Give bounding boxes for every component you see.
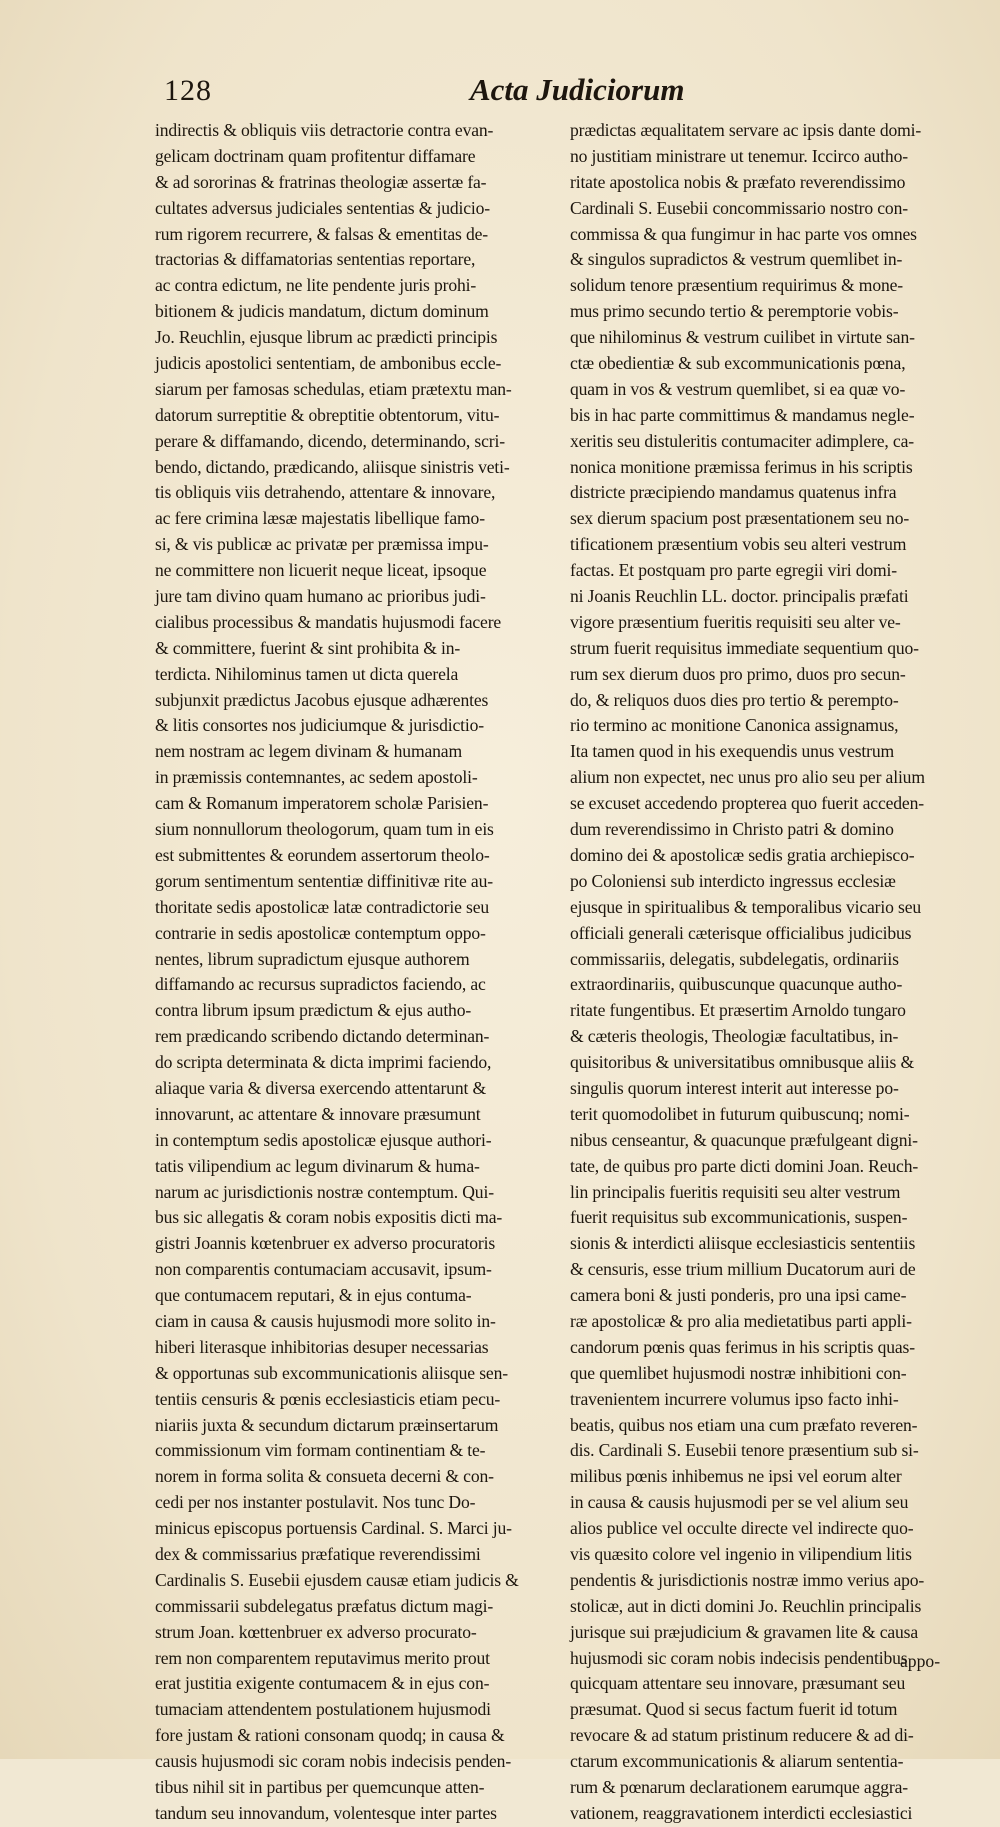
text-line: quisitoribus & universitatibus omnibusque aliis & xyxy=(570,1052,915,1073)
text-line: ac fere crimina læsæ majestatis libellique famo- xyxy=(155,508,485,529)
text-line: commissionum vim formam continentiam & te- xyxy=(155,1440,486,1461)
text-line: ejusque in spiritualibus & temporalibus vicario seu xyxy=(570,896,922,917)
text-line: rem prædicando scribendo dictando determinan- xyxy=(155,1026,490,1047)
right-text-column xyxy=(570,118,958,1827)
text-line: & censuris, esse trium millium Ducatorum auri de xyxy=(570,1259,916,1280)
text-line: Cardinali S. Eusebii concommissario nostro con- xyxy=(570,197,908,218)
text-line: ctarum excommunicationis & aliarum sententia- xyxy=(570,1751,904,1772)
text-line: ræ apostolicæ & pro alia medietatibus parti appli- xyxy=(570,1310,912,1331)
text-line: niariis juxta & secundum dictarum præinsertarum xyxy=(155,1414,499,1435)
text-line: cultates adversus judiciales sententias & judicio- xyxy=(155,197,490,218)
text-line: po Coloniensi sub interdicto ingressus ecclesiæ xyxy=(570,870,896,891)
text-line: cam & Romanum imperatorem scholæ Parisien- xyxy=(155,793,489,814)
text-line: ciam in causa & causis hujusmodi more solito in- xyxy=(155,1310,496,1331)
text-line: gistri Joannis kœtenbruer ex adverso procuratoris xyxy=(155,1233,496,1254)
text-line: aliaque varia & diversa exercendo attentarunt & xyxy=(155,1077,486,1098)
text-line: quam in vos & vestrum quemlibet, si ea quæ vo- xyxy=(570,378,906,399)
text-line: nonica monitione præmissa ferimus in his scriptis xyxy=(570,456,913,477)
text-line: Ita tamen quod in his exequendis unus vestrum xyxy=(570,741,895,762)
text-line: bendo, dictando, prædicando, aliisque sinistris veti- xyxy=(155,456,510,477)
text-line: innovarunt, ac attentare & innovare præsumunt xyxy=(155,1103,481,1124)
text-line: rem non comparentem reputavimus merito prout xyxy=(155,1647,490,1668)
text-line: ritate apostolica nobis & præfato reverendissimo xyxy=(570,171,906,192)
text-line: perare & diffamando, dicendo, determinando, scri- xyxy=(155,430,505,451)
text-line: rum & pœnarum declarationem earumque aggra- xyxy=(570,1777,908,1797)
text-line: nibus censeantur, & quacunque præfulgeant digni- xyxy=(570,1129,918,1150)
text-line: commissa & qua fungimur in hac parte vos omnes xyxy=(570,223,917,244)
text-line: bus sic allegatis & coram nobis expositis dicti ma- xyxy=(155,1207,503,1228)
text-line: que contumacem reputari, & in ejus contuma- xyxy=(155,1285,472,1306)
text-line: gorum sentimentum sententiæ diffinitivæ rite au- xyxy=(155,870,493,891)
text-line: tractorias & diffamatorias sententias reportare, xyxy=(155,249,476,270)
text-line: solidum tenore præsentium requirimus & mone- xyxy=(570,275,904,296)
text-line: & cæteris theologis, Theologiæ facultatibus, in- xyxy=(570,1026,899,1047)
text-line: cedi per nos instanter postulavit. Nos tunc Do- xyxy=(155,1492,476,1513)
text-line: xeritis seu distuleritis contumaciter adimplere, ca- xyxy=(570,430,914,451)
text-line: & opportunas sub excommunicationis aliisque sen- xyxy=(155,1362,508,1383)
text-line: in contemptum sedis apostolicæ ejusque authori- xyxy=(155,1129,492,1150)
text-line: contrarie in sedis apostolicæ contemptum oppo- xyxy=(155,922,486,943)
text-line: tis obliquis viis detrahendo, attentare & innovare, xyxy=(155,482,496,503)
page-number: 128 xyxy=(164,74,212,107)
text-line: que nihilominus & vestrum cuilibet in virtute san- xyxy=(570,327,915,348)
text-line: jurisque sui præjudicium & gravamen lite & causa xyxy=(570,1621,919,1642)
text-line: siarum per famosas schedulas, etiam prætextu man- xyxy=(155,378,512,399)
text-line: districte præcipiendo mandamus quatenus infra xyxy=(570,482,897,503)
text-line: strum fuerit requisitus immediate sequentium quo- xyxy=(570,637,919,658)
text-line: fuerit requisitus sub excommunicationis, suspen- xyxy=(570,1207,908,1228)
text-line: terit quomodolibet in futurum quibuscunq; nomi- xyxy=(570,1103,910,1124)
text-line: datorum surreptitie & obreptitie obtentorum, vitu- xyxy=(155,404,500,425)
text-line: hujusmodi sic coram nobis indecisis pendentibus xyxy=(570,1647,908,1668)
text-line: bitionem & judicis mandatum, dictum dominum xyxy=(155,301,489,322)
text-line: sionis & interdicti aliisque ecclesiasticis sententiis xyxy=(570,1233,916,1254)
text-line: rum sex dierum duos pro primo, duos pro secun- xyxy=(570,663,906,684)
text-line: pendentis & jurisdictionis nostræ immo verius apo- xyxy=(570,1569,925,1590)
text-line: singulis quorum interest interit aut interesse po- xyxy=(570,1077,899,1098)
text-line: vationem, reaggravationem interdicti ecclesiastici xyxy=(570,1802,913,1823)
text-line: tificationem præsentium vobis seu alteri vestrum xyxy=(570,534,907,555)
text-line: thoritate sedis apostolicæ latæ contradictorie seu xyxy=(155,896,490,917)
text-line: se excuset accedendo propterea quo fuerit acceden- xyxy=(570,793,924,814)
text-line: causis hujusmodi sic coram nobis indecisis penden- xyxy=(155,1751,512,1772)
text-line: quicquam attentare seu innovare, præsumant seu xyxy=(570,1673,906,1694)
text-line: vigore præsentium fueritis requisiti seu alter ve- xyxy=(570,611,901,632)
text-line: ritate fungentibus. Et præsertim Arnoldo tungaro xyxy=(570,1000,906,1021)
text-line: do scripta determinata & dicta imprimi faciendo, xyxy=(155,1052,492,1073)
text-line: in præmissis contemnantes, ac sedem apostoli- xyxy=(155,767,478,788)
text-line: rum rigorem recurrere, & falsas & ementitas de- xyxy=(155,223,488,244)
text-line: indirectis & obliquis viis detractorie contra evan- xyxy=(155,120,494,140)
text-line: fore justam & rationi consonam quodq; in causa & xyxy=(155,1725,505,1746)
text-line: Jo. Reuchlin, ejusque librum ac prædicti principis xyxy=(155,327,498,348)
catchword: appo- xyxy=(900,1651,941,1671)
text-line: ctæ obedientiæ & sub excommunicationis pœna, xyxy=(570,353,906,374)
text-line: narum ac jurisdictionis nostræ contemptum. Qui- xyxy=(155,1181,494,1202)
text-line: do, & reliquos duos dies pro tertio & perempto- xyxy=(570,689,899,710)
text-line: candorum pœnis quas ferimus in his scriptis quas- xyxy=(570,1336,915,1357)
text-line: nem nostram ac legem divinam & humanam xyxy=(155,741,462,762)
text-line: alium non expectet, nec unus pro alio seu per alium xyxy=(570,767,925,788)
text-line: extraordinariis, quibuscunque quacunque autho- xyxy=(570,974,903,995)
text-line: tentiis censuris & pœnis ecclesiasticis etiam pecu- xyxy=(155,1388,501,1409)
text-line: strum Joan. kœttenbruer ex adverso procurato- xyxy=(155,1621,477,1642)
text-line: officiali generali cæterisque officialibus judicibus xyxy=(570,922,912,943)
text-line: tumaciam attendentem postulationem hujusmodi xyxy=(155,1699,491,1720)
text-line: & singulos supradictos & vestrum quemlibet in- xyxy=(570,249,903,270)
text-line: ne committere non licuerit neque liceat, ipsoque xyxy=(155,560,487,581)
text-line: revocare & ad statum pristinum reducere & ad di- xyxy=(570,1725,914,1746)
text-line: tatis vilipendium ac legum divinarum & huma- xyxy=(155,1155,480,1176)
text-line: commissarii subdelegatus præfatus dictum magi- xyxy=(155,1595,494,1616)
text-line: alios publice vel occulte directe vel indirecte quo- xyxy=(570,1518,914,1539)
text-line: prædictas æqualitatem servare ac ipsis dante domi- xyxy=(570,120,922,140)
text-line: no justitiam ministrare ut tenemur. Iccirco autho- xyxy=(570,145,908,166)
text-line: dum reverendissimo in Christo patri & domino xyxy=(570,819,894,840)
text-line: & committere, fuerint & sint prohibita & in- xyxy=(155,637,461,658)
left-text-column xyxy=(155,118,543,1827)
text-line: camera boni & justi ponderis, pro una ipsi came- xyxy=(570,1285,907,1306)
text-line: milibus pœnis inhibemus ne ipsi vel eorum alter xyxy=(570,1466,902,1487)
text-line: terdicta. Nihilominus tamen ut dicta querela xyxy=(155,663,459,684)
text-line: erat justitia exigente contumacem & in ejus con- xyxy=(155,1673,490,1694)
text-line: subjunxit prædictus Jacobus ejusque adhærentes xyxy=(155,689,489,710)
text-line: si, & vis publicæ ac privatæ per præmissa impu- xyxy=(155,534,489,555)
text-line: vis quæsito colore vel ingenio in vilipendium litis xyxy=(570,1543,912,1564)
running-head: Acta Judiciorum xyxy=(470,72,685,107)
text-line: mus primo secundo tertio & peremptorie vobis- xyxy=(570,301,899,322)
text-line: contra librum ipsum prædictum & ejus autho- xyxy=(155,1000,472,1021)
text-line: norem in forma solita & consueta decerni & con- xyxy=(155,1466,494,1487)
text-line: est submittentes & eorundem assertorum theolo- xyxy=(155,844,490,865)
text-line: factas. Et postquam pro parte egregii viri domi- xyxy=(570,560,897,581)
text-line: ac contra edictum, ne lite pendente juris prohi- xyxy=(155,275,477,296)
text-line: stolicæ, aut in dicti domini Jo. Reuchlin principalis xyxy=(570,1595,922,1616)
text-line: judicis apostolici sententiam, de ambonibus eccle- xyxy=(155,353,502,374)
text-line: nentes, librum supradictum ejusque authorem xyxy=(155,948,470,969)
text-line: tandum seu innovandum, volentesque inter partes xyxy=(155,1802,497,1823)
text-line: minicus episcopus portuensis Cardinal. S. Marci ju- xyxy=(155,1518,512,1539)
text-line: domino dei & apostolicæ sedis gratia archiepisco- xyxy=(570,844,915,865)
text-line: dis. Cardinali S. Eusebii tenore præsentium sub si- xyxy=(570,1440,919,1461)
text-line: dex & commissarius præfatique reverendissimi xyxy=(155,1543,481,1564)
text-line: præsumat. Quod si secus factum fuerit id totum xyxy=(570,1699,898,1720)
text-line: tate, de quibus pro parte dicti domini Joan. Reuch- xyxy=(570,1155,919,1176)
text-line: que quemlibet hujusmodi nostræ inhibitioni con- xyxy=(570,1362,907,1383)
text-line: ni Joanis Reuchlin LL. doctor. principalis præfati xyxy=(570,586,909,607)
text-line: diffamando ac recursus supradictos faciendo, ac xyxy=(155,974,486,995)
text-line: travenientem incurrere volumus ipso facto inhi- xyxy=(570,1388,899,1409)
text-line: hiberi literasque inhibitorias desuper necessarias xyxy=(155,1336,489,1357)
text-line: bis in hac parte committimus & mandamus negle- xyxy=(570,404,915,425)
text-line: tibus nihil sit in partibus per quemcunque atten- xyxy=(155,1777,485,1797)
text-line: cialibus processibus & mandatis hujusmodi facere xyxy=(155,611,502,632)
text-line: non comparentis contumaciam accusavit, ipsum- xyxy=(155,1259,492,1280)
text-line: gelicam doctrinam quam profitentur diffamare xyxy=(155,145,476,166)
text-line: sium nonnullorum theologorum, quam tum in eis xyxy=(155,819,494,840)
text-line: jure tam divino quam humano ac prioribus judi- xyxy=(155,586,486,607)
text-line: commissariis, delegatis, subdelegatis, ordinariis xyxy=(570,948,899,969)
text-line: sex dierum spacium post præsentationem seu no- xyxy=(570,508,910,529)
text-line: beatis, quibus nos etiam una cum præfato reveren- xyxy=(570,1414,918,1435)
text-line: & ad sororinas & fratrinas theologiæ assertæ fa- xyxy=(155,171,487,192)
page-header xyxy=(140,74,880,114)
text-line: in causa & causis hujusmodi per se vel alium seu xyxy=(570,1492,909,1513)
text-line: lin principalis fueritis requisiti seu alter vestrum xyxy=(570,1181,901,1202)
text-line: Cardinalis S. Eusebii ejusdem causæ etiam judicis & xyxy=(155,1569,519,1590)
text-line: rio termino ac monitione Canonica assignamus, xyxy=(570,715,899,736)
text-line: & litis consortes nos judiciumque & jurisdictio- xyxy=(155,715,485,736)
